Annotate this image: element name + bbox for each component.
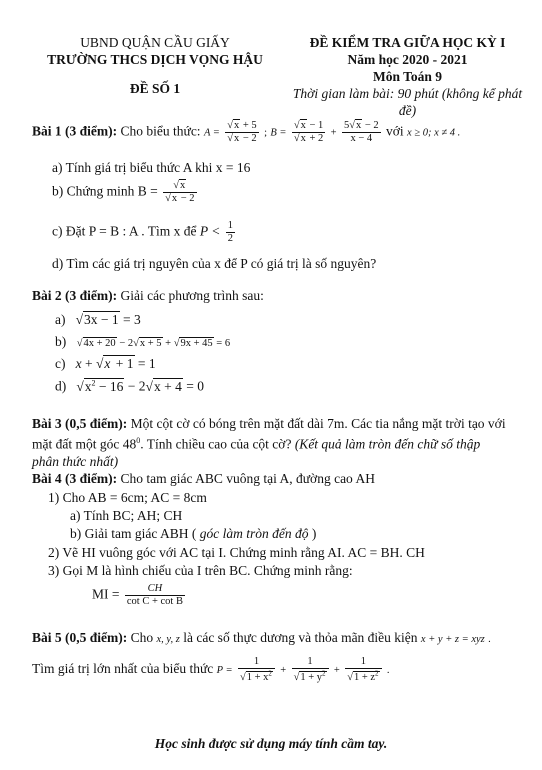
- bai4-1b: b) Giải tam giác ABH ( góc làm tròn đến độ ): [70, 526, 317, 541]
- bai5-line2: Tìm giá trị lớn nhất của biểu thức P = 1 √ $1 + x^2$ + 1 √ $1 + y^2$ + 1 √ $1 + z^2$ .: [32, 656, 390, 684]
- bai4-line: Bài 4 (3 điểm): Cho tam giác ABC vuông tại A, đường cao AH: [32, 471, 375, 486]
- bai3-title: Bài 3 (0,5 điểm):: [32, 416, 128, 431]
- bai1-title: Bài 1 (3 điểm):: [32, 123, 118, 139]
- bai4-2: 2) Vẽ HI vuông góc với AC tại I. Chứng minh rằng AI. AC = BH. CH: [48, 545, 425, 560]
- school-year: Năm học 2020 - 2021: [347, 52, 468, 67]
- bai4-3: 3) Gọi M là hình chiếu của I trên BC. Chứng minh rằng:: [48, 563, 353, 578]
- bai4-formula: MI = $\frac{CH}{\text{cot C + cot B}}$: [92, 583, 183, 608]
- bai5-title: Bài 5 (0,5 điểm):: [32, 630, 128, 645]
- bai2-intro: Giải các phương trình sau:: [120, 288, 264, 303]
- bai4-title: Bài 4 (3 điểm):: [32, 471, 118, 486]
- bai2-a: a) √ 3x − 1 = 3: [55, 312, 141, 329]
- bai1-cond-math: x ≥ 0; x ≠ 4 .: [407, 127, 461, 139]
- bai3-line1: Bài 3 (0,5 điểm): Một cột cờ có bóng trên mặt đất dài 7m. Các tia nắng mặt trời tạo với: [32, 416, 506, 431]
- bai2-title: Bài 2 (3 điểm):: [32, 288, 118, 303]
- bai4-1: 1) Cho AB = 6cm; AC = 8cm: [48, 490, 207, 505]
- bai1-line: Bài 1 (3 điểm): Cho biểu thức: A = √ x + 5 √ x − 2 ; B = √ x − 1 √ x + 2 + $\frac{5√ x - 2}{x - 4}$ với x ≥ 0; x ≠ 4 .: [32, 120, 460, 145]
- bai3-line3: phân thức nhất): [32, 454, 119, 469]
- subject: Môn Toán 9: [372, 69, 443, 84]
- bai2-c: c) x + √ x + 1 = 1: [55, 356, 156, 373]
- bai1-cond: với: [386, 123, 404, 139]
- district-name: UBND QUẬN CẦU GIẤY: [80, 35, 230, 50]
- bai1-a: a) Tính giá trị biểu thức A khi x = 16: [52, 160, 251, 175]
- bai2-d: d) √ $x^2 - 16 - 2√$ x + 4 = 0: [55, 378, 204, 395]
- bai1-d: d) Tìm các giá trị nguyên của x để P có giá trị là số nguyên?: [52, 256, 377, 271]
- bai4-1a: a) Tính BC; AH; CH: [70, 508, 183, 523]
- bai1-b-text: b) Chứng minh B =: [52, 183, 158, 199]
- exam-title: ĐỀ KIỂM TRA GIỮA HỌC KỲ I: [309, 35, 506, 50]
- bai1-intro: Cho biểu thức:: [120, 123, 201, 139]
- bai1-c: c) Đặt P = B : A . Tìm x để P < $\frac{1}{2}$: [52, 220, 233, 245]
- bai3-line2: mặt đất một góc $48^0$. Tính chiều cao của cột cờ? (Kết quả làm tròn đến chữ số thập: [32, 436, 481, 452]
- exam-code: ĐỀ SỐ 1: [129, 81, 181, 96]
- footer-note: Học sinh được sử dụng máy tính cầm tay.: [154, 736, 388, 751]
- time-limit: Thời gian làm bài: 90 phút (không kể phát đề): [292, 86, 523, 118]
- bai1-c-text: c) Đặt P = B : A . Tìm x để: [52, 223, 197, 239]
- bai5-line1: Bài 5 (0,5 điểm): Cho x, y, z là các số thực dương và thỏa mãn điều kiện x + y + z = xyz .: [32, 630, 491, 645]
- school-name: TRƯỜNG THCS DỊCH VỌNG HẬU: [47, 52, 263, 67]
- bai1-b: b) Chứng minh B = √ x √ x − 2: [52, 180, 199, 205]
- bai2-line: [32, 288, 264, 305]
- exam-header: [285, 35, 530, 118]
- school-header: [40, 35, 270, 98]
- bai2-b: b) √ 4x + 20 − 2√ x + 5 + √ 9x + 45 = 6: [55, 334, 230, 351]
